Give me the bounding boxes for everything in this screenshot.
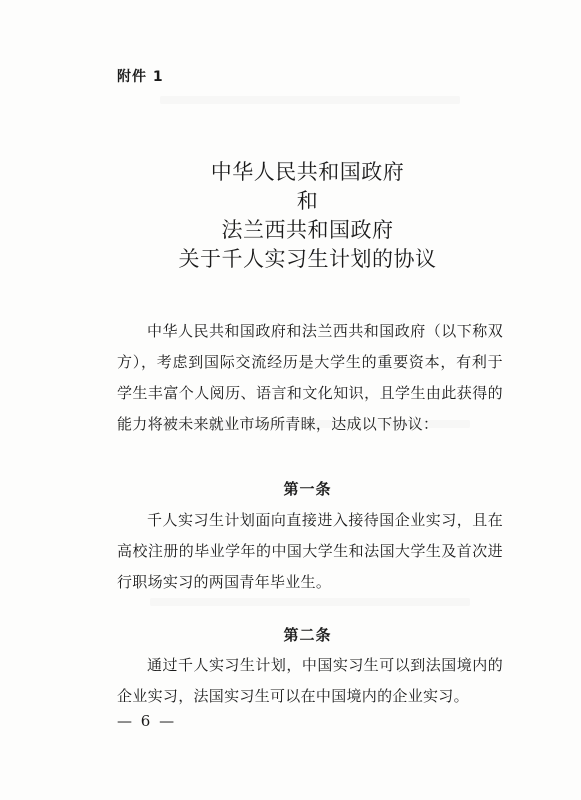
article-2-heading: 第二条	[283, 626, 332, 644]
title-line: 中华人民共和国政府	[210, 160, 405, 184]
page-number: — 6 —	[117, 712, 177, 730]
bleed-through	[150, 598, 470, 606]
bleed-through	[160, 96, 460, 104]
preamble-paragraph: 中华人民共和国政府和法兰西共和国政府（以下称双方），考虑到国际交流经历是大学生的重要资本，有利于学生丰富个人阅历、语言和文化知识，且学生由此获得的能力将被未来就业市场所青睐，达成以下协议：	[117, 322, 503, 433]
article-1-heading: 第一条	[283, 480, 332, 498]
article-1-text: 千人实习生计划面向直接进入接待国企业实习，且在高校注册的毕业学年的中国大学生和法国大学生及首次进行职场实习的两国青年毕业生。	[117, 511, 503, 591]
title-line: 关于千人实习生计划的协议	[178, 247, 437, 271]
attachment-label: 附件 1	[117, 69, 164, 85]
title-line: 法兰西共和国政府	[221, 218, 394, 242]
title-line: 和	[296, 189, 319, 213]
article-2-text: 通过千人实习生计划，中国实习生可以到法国境内的企业实习，法国实习生可以在中国境内的企业实习。	[117, 656, 503, 705]
document-title	[0, 158, 581, 274]
